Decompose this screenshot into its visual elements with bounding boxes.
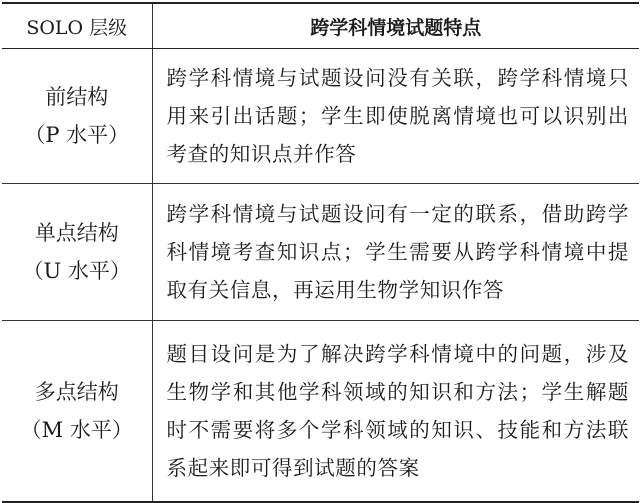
table-header-row — [2, 3, 639, 49]
level-code: （M 水平） — [20, 418, 133, 442]
description-cell: 跨学科情境与试题设问没有关联，跨学科情境只用来引出话题；学生即使脱离情境也可以识别出考查的知识点并作答 — [152, 49, 639, 184]
table-row-p-level — [2, 49, 639, 184]
level-name: 单点结构 — [34, 221, 119, 245]
table-row-m-level — [2, 321, 639, 503]
level-code: （P 水平） — [24, 123, 130, 147]
level-cell — [2, 321, 152, 503]
description-cell: 题目设问是为了解决跨学科情境中的问题，涉及生物学和其他学科领域的知识和方法；学生解题时不需要将多个学科领域的知识、技能和方法联系起来即可得到试题的答案 — [166, 342, 629, 480]
header-item-features: 跨学科情境试题特点 — [152, 3, 639, 49]
level-cell — [2, 184, 152, 321]
solo-level-table — [2, 2, 639, 503]
header-solo-level: SOLO 层级 — [2, 3, 152, 49]
level-cell — [2, 49, 152, 184]
level-name: 前结构 — [45, 85, 109, 109]
table-row-u-level — [2, 184, 639, 321]
solo-level-table-container — [2, 2, 639, 480]
level-code: （U 水平） — [22, 259, 131, 283]
description-cell: 跨学科情境与试题设问有一定的联系，借助跨学科情境考查知识点；学生需要从跨学科情境中提取有关信息，再运用生物学知识作答 — [152, 184, 639, 321]
level-name: 多点结构 — [34, 380, 119, 404]
